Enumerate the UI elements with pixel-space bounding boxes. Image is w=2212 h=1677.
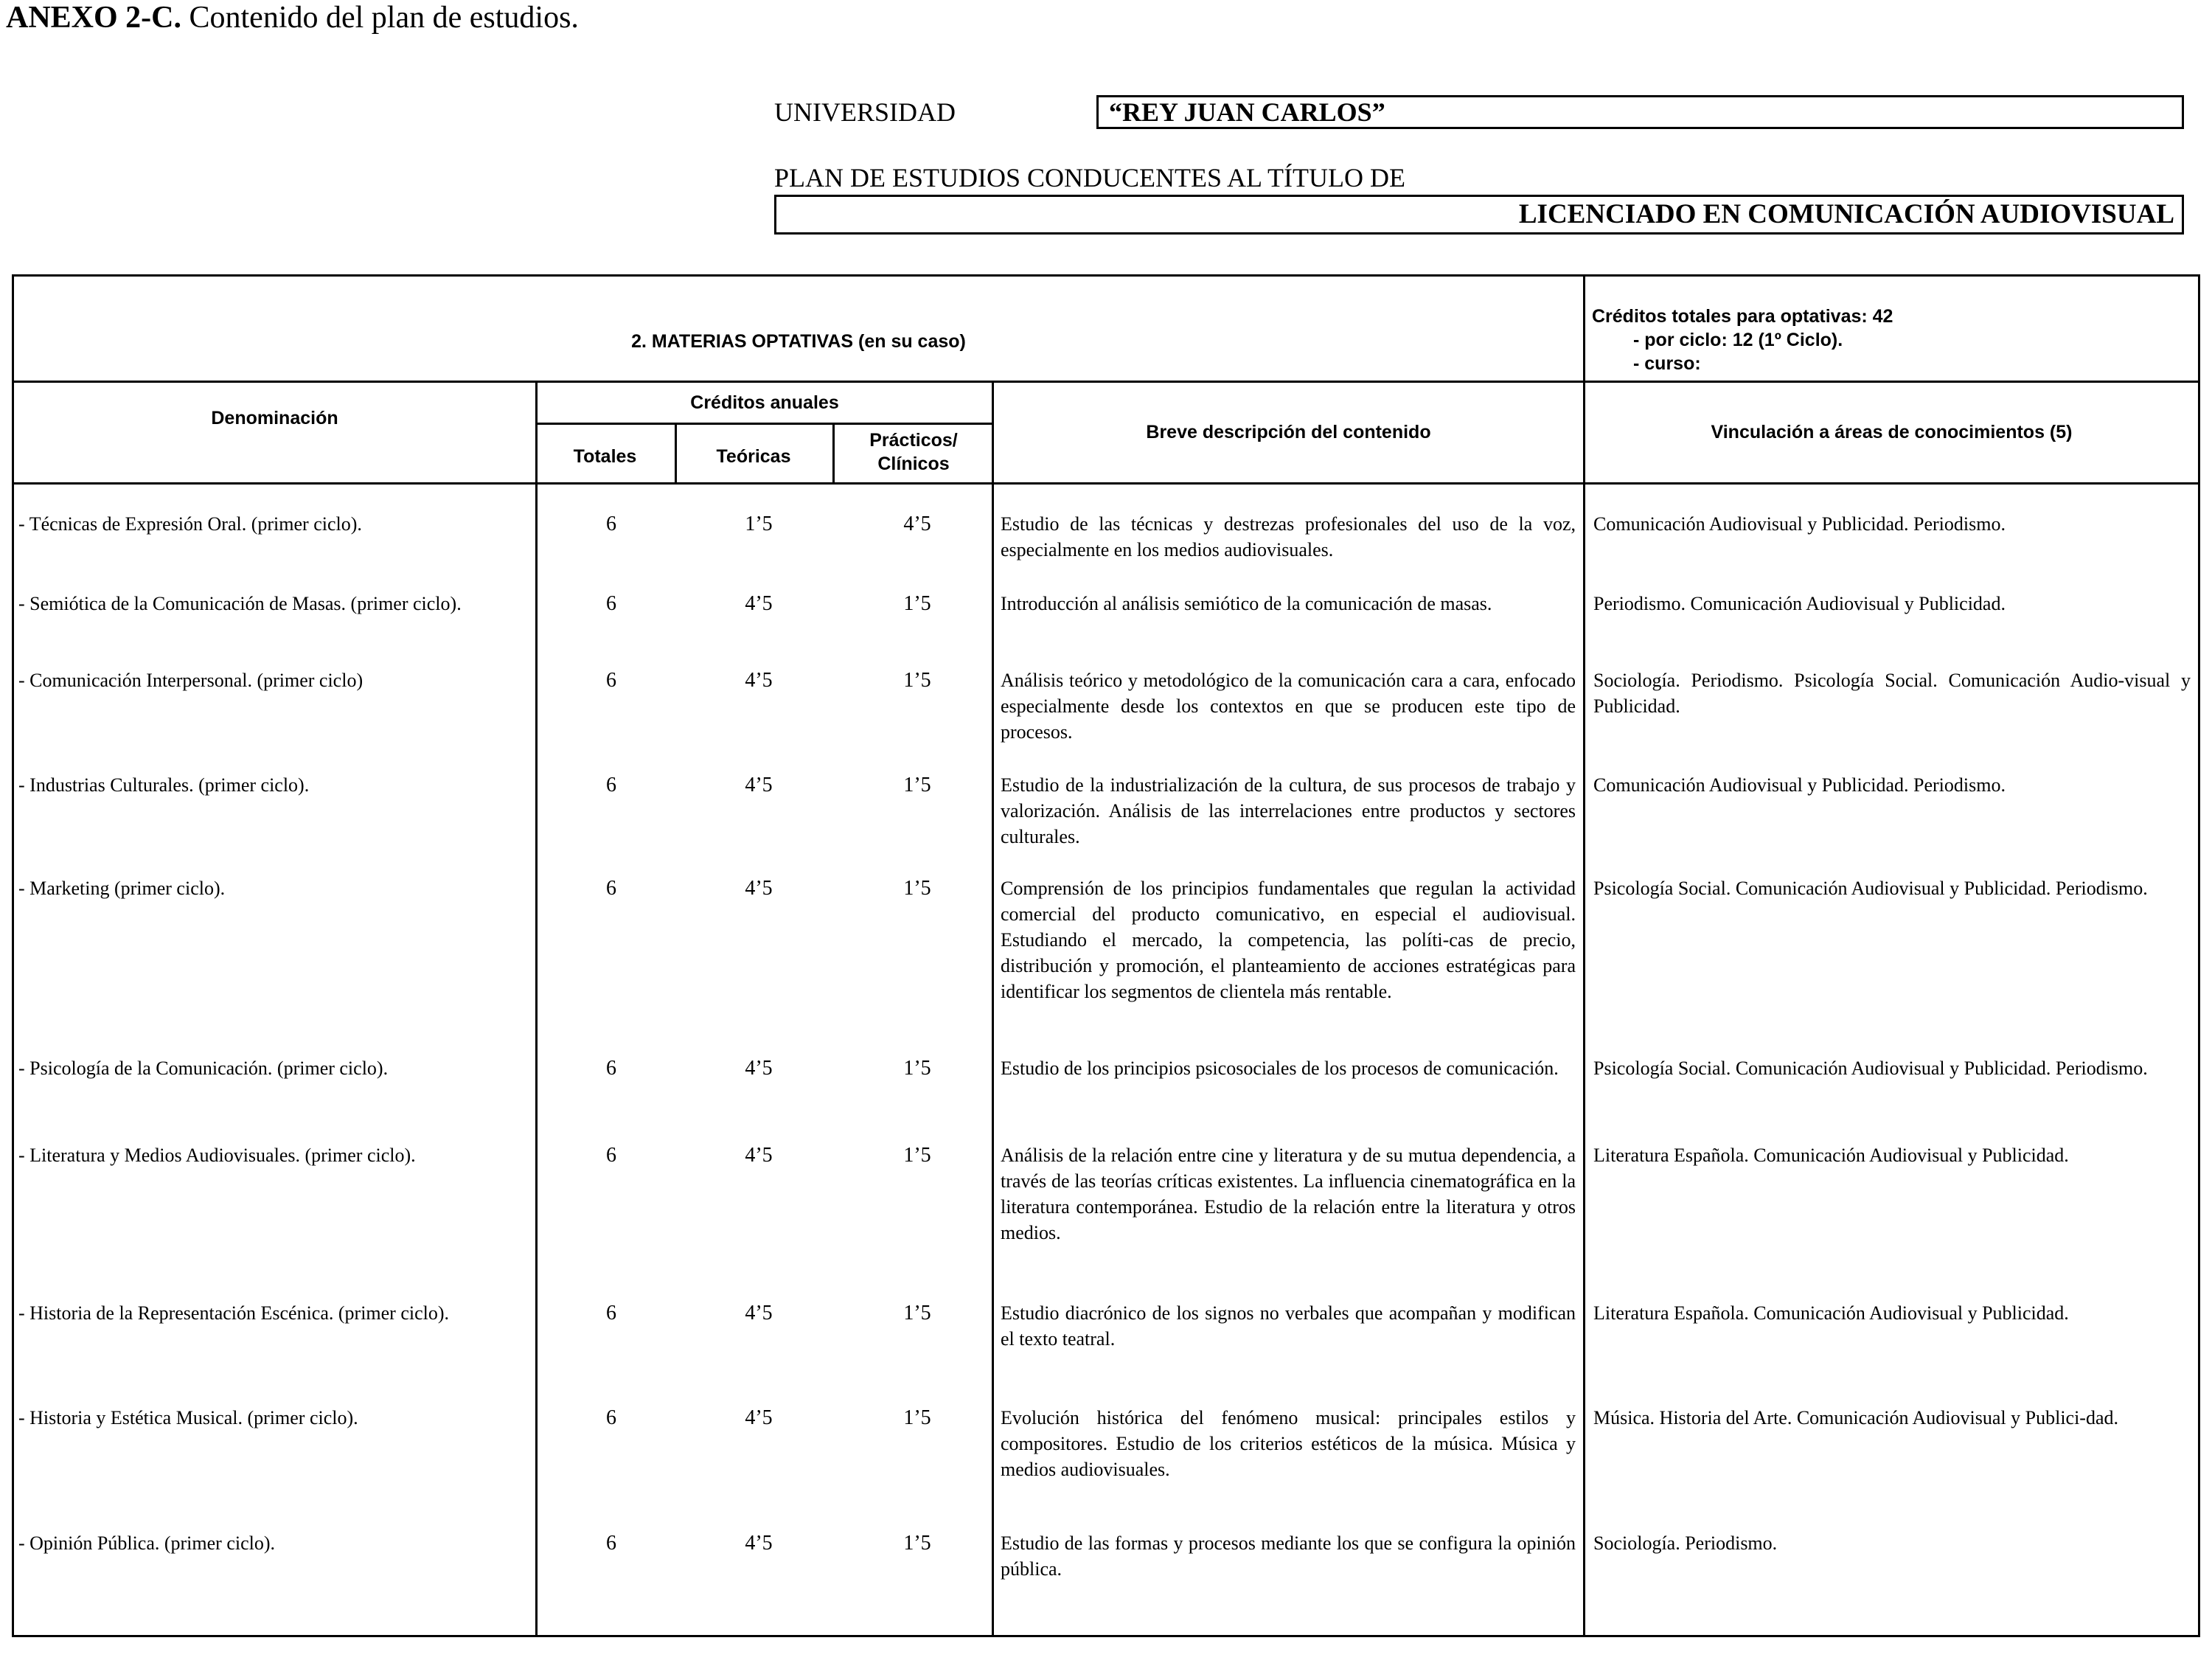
annex-label: ANEXO 2-C. <box>6 1 181 35</box>
university-name-field: “REY JUAN CARLOS” <box>1096 95 2184 129</box>
page-title <box>6 0 579 35</box>
credits-total: 6 <box>606 1302 616 1324</box>
subject-description: Estudio de las técnicas y destrezas profesionales del uso de la voz, especialmente en los medios audiovisuales. <box>1001 513 1576 560</box>
credits-theory: 4’5 <box>745 1144 773 1167</box>
knowledge-areas: Sociología. Periodismo. Psicología Social. Comunicación Audio-visual y Publicidad. <box>1593 670 2191 717</box>
credits-total: 6 <box>606 669 616 692</box>
table-divider <box>1583 277 1585 1635</box>
subject-name: - Literatura y Medios Audiovisuales. (primer ciclo). <box>18 1145 416 1166</box>
knowledge-areas: Sociología. Periodismo. <box>1593 1532 1778 1554</box>
knowledge-areas: Comunicación Audiovisual y Publicidad. Periodismo. <box>1593 513 2006 535</box>
credits-theory: 4’5 <box>745 1057 773 1080</box>
table-divider <box>535 423 994 425</box>
credits-practice: 4’5 <box>903 513 931 535</box>
subject-description: Análisis teórico y metodológico de la comunicación cara a cara, enfocado especialmente desde los contextos en que se producen este tipo de procesos. <box>1001 670 1576 743</box>
credits-total: 6 <box>606 774 616 796</box>
credits-total: Créditos totales para optativas: 42 <box>1592 306 1893 327</box>
knowledge-areas: Psicología Social. Comunicación Audiovisual y Publicidad. Periodismo. <box>1593 878 2148 899</box>
col-total-header: Totales <box>573 446 637 467</box>
credits-theory: 4’5 <box>745 1532 773 1555</box>
knowledge-areas: Comunicación Audiovisual y Publicidad. Periodismo. <box>1593 774 2006 796</box>
annex-subtitle: Contenido del plan de estudios. <box>181 1 579 35</box>
credits-total: 6 <box>606 592 616 615</box>
knowledge-areas: Literatura Española. Comunicación Audiovisual y Publicidad. <box>1593 1145 2069 1166</box>
col-theory-header: Teóricas <box>716 446 791 467</box>
credits-practice: 1’5 <box>903 669 931 692</box>
section-title: 2. MATERIAS OPTATIVAS (en su caso) <box>631 331 966 352</box>
credits-theory: 4’5 <box>745 774 773 796</box>
credits-total: 6 <box>606 877 616 900</box>
credits-info <box>1592 305 2197 375</box>
credits-practice: 1’5 <box>903 1057 931 1080</box>
knowledge-areas: Psicología Social. Comunicación Audiovisual y Publicidad. Periodismo. <box>1593 1058 2148 1079</box>
subject-name: - Historia y Estética Musical. (primer ciclo). <box>18 1407 358 1428</box>
credits-theory: 4’5 <box>745 1302 773 1324</box>
subject-name: - Comunicación Interpersonal. (primer ciclo) <box>18 670 364 691</box>
subject-description: Comprensión de los principios fundamentales que regulan la actividad comercial del producto comunicativo, en especial el audiovisual. Estudiando el mercado, la competencia, las políti-cas de precio, distribución y promoción, el planteamiento de acciones estratégicas para identificar los segmentos de clientela más rentable. <box>1001 878 1576 1002</box>
subject-name: - Semiótica de la Comunicación de Masas. (primer ciclo). <box>18 593 462 614</box>
col-areas-header: Vinculación a áreas de conocimientos (5) <box>1711 422 2073 442</box>
credits-total: 6 <box>606 1144 616 1167</box>
credits-practice: 1’5 <box>903 1302 931 1324</box>
credits-practice: 1’5 <box>903 774 931 796</box>
knowledge-areas: Periodismo. Comunicación Audiovisual y Publicidad. <box>1593 593 2006 614</box>
credits-theory: 4’5 <box>745 877 773 900</box>
subject-description: Introducción al análisis semiótico de la comunicación de masas. <box>1001 593 1492 614</box>
subject-name: - Psicología de la Comunicación. (primer ciclo). <box>18 1058 389 1079</box>
subject-description: Evolución histórica del fenómeno musical: principales estilos y compositores. Estudio de los criterios estéticos de la música. Música y medios audiovisuales. <box>1001 1407 1576 1480</box>
credits-total: 6 <box>606 1057 616 1080</box>
subject-name: - Industrias Culturales. (primer ciclo). <box>18 774 310 796</box>
university-label: UNIVERSIDAD <box>774 97 956 127</box>
subject-name: - Técnicas de Expresión Oral. (primer ciclo). <box>18 513 362 535</box>
knowledge-areas: Literatura Española. Comunicación Audiovisual y Publicidad. <box>1593 1302 2069 1324</box>
credits-theory: 4’5 <box>745 669 773 692</box>
credits-practice: 1’5 <box>903 592 931 615</box>
degree-title-field: LICENCIADO EN COMUNICACIÓN AUDIOVISUAL <box>774 195 2184 235</box>
col-practice-header: Prácticos/ Clínicos <box>869 430 958 474</box>
credits-theory: 4’5 <box>745 1406 773 1429</box>
credits-per-cycle: - por ciclo: 12 (1º Ciclo). <box>1633 330 1843 350</box>
subject-name: - Opinión Pública. (primer ciclo). <box>18 1532 276 1554</box>
credits-practice: 1’5 <box>903 1532 931 1555</box>
table-divider <box>14 381 2198 383</box>
table-divider <box>832 423 835 485</box>
credits-total: 6 <box>606 1406 616 1429</box>
subject-description: Análisis de la relación entre cine y literatura y de su mutua dependencia, a través de las teorías críticas existentes. La influencia cinematográfica en la literatura contemporánea. Estudio de la relación entre la literatura y otros medios. <box>1001 1145 1576 1243</box>
knowledge-areas: Música. Historia del Arte. Comunicación Audiovisual y Publici-dad. <box>1593 1407 2119 1428</box>
table-divider <box>535 381 538 1635</box>
optional-subjects-table <box>12 274 2200 1637</box>
credits-practice: 1’5 <box>903 1144 931 1167</box>
credits-total: 6 <box>606 513 616 535</box>
col-description-header: Breve descripción del contenido <box>1146 422 1431 442</box>
credits-practice: 1’5 <box>903 1406 931 1429</box>
credits-practice: 1’5 <box>903 877 931 900</box>
col-annual-credits-header: Créditos anuales <box>690 392 839 413</box>
col-name-header: Denominación <box>211 408 338 428</box>
subject-description: Estudio diacrónico de los signos no verbales que acompañan y modifican el texto teatral. <box>1001 1302 1576 1350</box>
credits-theory: 1’5 <box>745 513 773 535</box>
credits-per-course: - curso: <box>1633 353 1701 374</box>
plan-label: PLAN DE ESTUDIOS CONDUCENTES AL TÍTULO DE <box>774 163 1405 192</box>
credits-total: 6 <box>606 1532 616 1555</box>
credits-theory: 4’5 <box>745 592 773 615</box>
subject-name: - Marketing (primer ciclo). <box>18 878 226 899</box>
subject-description: Estudio de los principios psicosociales de los procesos de comunicación. <box>1001 1058 1559 1079</box>
subject-description: Estudio de las formas y procesos mediante los que se configura la opinión pública. <box>1001 1532 1576 1580</box>
table-divider <box>14 482 2198 485</box>
subject-description: Estudio de la industrialización de la cultura, de sus procesos de trabajo y valorización. Análisis de las interrelaciones entre productos y sectores culturales. <box>1001 774 1576 847</box>
subject-name: - Historia de la Representación Escénica. (primer ciclo). <box>18 1302 450 1324</box>
table-divider <box>992 381 994 1635</box>
